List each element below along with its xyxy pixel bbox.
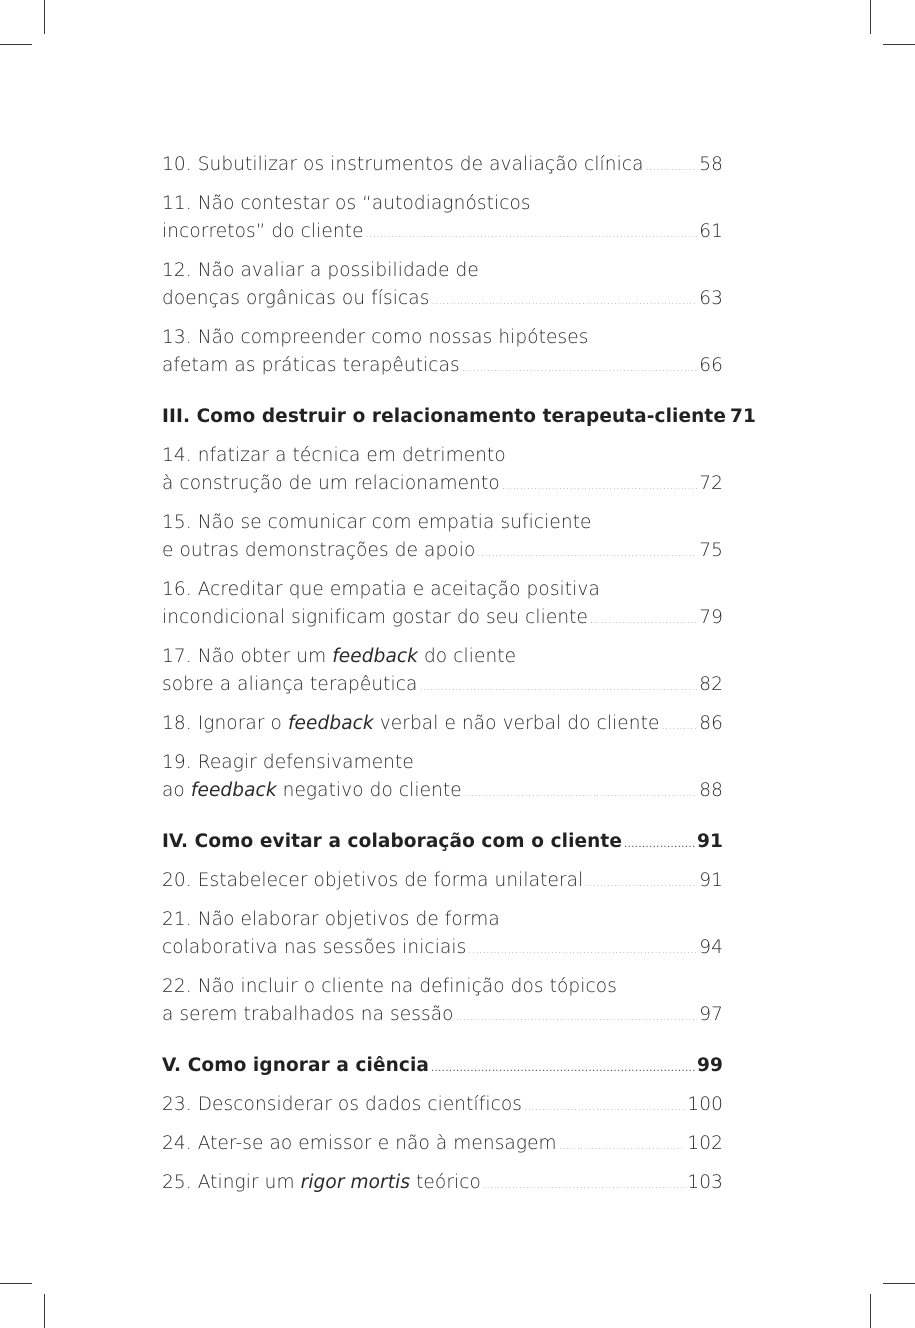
- toc-entry-title-last-line: [162, 1052, 723, 1083]
- toc-entry: [162, 906, 723, 965]
- toc-entry-title: à construção de um relacionamento: [162, 473, 500, 494]
- toc-page-number: 97: [699, 1004, 723, 1025]
- toc-entry-title: afetam as práticas terapêuticas: [162, 355, 460, 376]
- toc-page-number: 103: [687, 1172, 723, 1193]
- toc-entry-title-last-line: [162, 151, 723, 182]
- leader-dots: [624, 831, 695, 859]
- toc-entry: [162, 324, 723, 383]
- toc-entry-title-last-line: [162, 537, 723, 568]
- toc-entry-title: incondicional significam gostar do seu cliente: [162, 607, 588, 628]
- toc-entry-title-last-line: [162, 285, 723, 316]
- toc-entry-title-line-1: 12. Não avaliar a possibilidade de: [162, 260, 479, 281]
- toc-entry-text: negativo do cliente: [276, 780, 462, 801]
- leader-dots: [590, 607, 697, 635]
- toc-entry: [162, 190, 723, 249]
- toc-entry-title-line-1: 11. Não contestar os “autodiagnósticos: [162, 193, 531, 214]
- toc-entry: [162, 867, 723, 898]
- toc-entry-title: III. Como destruir o relacionamento terapeuta-cliente: [162, 406, 727, 427]
- toc-page-number: 94: [699, 937, 723, 958]
- toc-section-heading: [162, 403, 756, 434]
- leader-dots: [456, 1004, 698, 1032]
- toc-page-number: 75: [699, 540, 723, 561]
- toc-entry-title: incorretos” do cliente: [162, 221, 364, 242]
- toc-entry-italic-term: feedback: [332, 646, 418, 667]
- toc-entry: [162, 509, 723, 568]
- toc-entry: [162, 1091, 723, 1122]
- toc-page-number: 79: [699, 607, 723, 628]
- toc-entry-title-last-line: [162, 671, 723, 702]
- toc-entry-title-last-line: [162, 1001, 723, 1032]
- toc-entry-title: sobre a aliança terapêutica: [162, 674, 418, 695]
- leader-dots: [524, 1094, 685, 1122]
- toc-entry: [162, 710, 723, 741]
- toc-entry: [162, 973, 723, 1032]
- toc-entry-title-line-1: [162, 643, 723, 671]
- crop-mark-top-right-vertical: [870, 0, 871, 34]
- toc-page-number: 102: [687, 1133, 723, 1154]
- toc-entry: [162, 257, 723, 316]
- crop-mark-bottom-right-vertical: [870, 1294, 871, 1328]
- toc-entry: [162, 1130, 723, 1161]
- toc-entry-text: 18. Ignorar o: [162, 713, 288, 734]
- toc-entry-italic-term: feedback: [190, 780, 277, 801]
- crop-mark-bottom-right-horizontal: [883, 1283, 915, 1284]
- toc-page-number: 71: [730, 406, 756, 427]
- leader-dots: [483, 1172, 685, 1200]
- toc-entry-title: doenças orgânicas ou físicas: [162, 288, 430, 309]
- toc-page-number: 91: [699, 870, 723, 891]
- crop-mark-bottom-left-horizontal: [0, 1283, 32, 1284]
- leader-dots: [419, 674, 697, 702]
- leader-dots: [431, 288, 697, 316]
- toc-entry-title: e outras demonstrações de apoio: [162, 540, 476, 561]
- toc-entry-title: a serem trabalhados na sessão: [162, 1004, 454, 1025]
- toc-page-number: 99: [697, 1055, 723, 1076]
- leader-dots: [646, 154, 698, 182]
- toc-entry-title: [162, 710, 659, 738]
- toc-entry-text: teórico: [410, 1172, 481, 1193]
- toc-page-number: 61: [699, 221, 723, 242]
- toc-entry-title: [162, 777, 462, 805]
- leader-dots: [661, 713, 697, 741]
- leader-dots: [502, 473, 698, 501]
- toc-page-number: 63: [699, 288, 723, 309]
- toc-entry-title: [162, 1169, 481, 1197]
- leader-dots: [585, 870, 697, 898]
- toc-entry-title-last-line: [162, 1130, 723, 1161]
- leader-dots: [462, 355, 697, 383]
- toc-entry-title-last-line: [162, 470, 723, 501]
- toc-page-number: 86: [699, 713, 723, 734]
- toc-entry: [162, 151, 723, 182]
- toc-entry: [162, 643, 723, 702]
- toc-entry-title-line-1: 13. Não compreender como nossas hipóteses: [162, 327, 589, 348]
- toc-entry: [162, 1169, 723, 1200]
- table-of-contents: [162, 151, 756, 1208]
- toc-entry-title-line-1: 14. nfatizar a técnica em detrimento: [162, 445, 506, 466]
- toc-entry-title-last-line: [162, 604, 723, 635]
- toc-page-number: 91: [697, 831, 723, 852]
- toc-entry-text: verbal e não verbal do cliente: [373, 713, 660, 734]
- toc-page-number: 82: [699, 674, 723, 695]
- toc-entry-title-last-line: [162, 934, 723, 965]
- toc-entry-title-line-1: 21. Não elaborar objetivos de forma: [162, 909, 500, 930]
- toc-section-heading: [162, 1052, 723, 1083]
- toc-entry: [162, 442, 723, 501]
- toc-entry-title-line-1: 19. Reagir defensivamente: [162, 752, 414, 773]
- leader-dots: [431, 1055, 695, 1083]
- toc-entry-title: IV. Como evitar a colaboração com o cliente: [162, 831, 623, 852]
- toc-entry-title-line-1: 16. Acreditar que empatia e aceitação positiva: [162, 579, 600, 600]
- toc-page-number: 72: [699, 473, 723, 494]
- toc-entry-title-line-1: 22. Não incluir o cliente na definição dos tópicos: [162, 976, 617, 997]
- toc-entry-text: ao: [162, 780, 191, 801]
- toc-entry-title-last-line: [162, 828, 723, 859]
- toc-entry-title-line-1: 15. Não se comunicar com empatia suficiente: [162, 512, 592, 533]
- toc-entry-title: 10. Subutilizar os instrumentos de avaliação clínica: [162, 154, 644, 175]
- toc-page-number: 66: [699, 355, 723, 376]
- toc-entry-text: do cliente: [417, 646, 517, 667]
- toc-entry-text: 17. Não obter um: [162, 646, 333, 667]
- toc-entry-title: V. Como ignorar a ciência: [162, 1055, 429, 1076]
- toc-entry-title-last-line: [162, 1091, 723, 1122]
- toc-entry-title: 20. Estabelecer objetivos de forma unilateral: [162, 870, 584, 891]
- toc-entry: [162, 576, 723, 635]
- toc-page-number: 88: [699, 780, 723, 801]
- crop-mark-bottom-left-vertical: [44, 1294, 45, 1328]
- toc-entry-title-last-line: [162, 1169, 723, 1200]
- toc-entry-text: 25. Atingir um: [162, 1172, 301, 1193]
- toc-entry-title-last-line: [162, 777, 723, 808]
- toc-entry-italic-term: rigor mortis: [300, 1172, 411, 1193]
- leader-dots: [464, 780, 698, 808]
- toc-entry-title-last-line: [162, 403, 756, 434]
- leader-dots: [559, 1133, 686, 1161]
- toc-entry-title: 23. Desconsiderar os dados científicos: [162, 1094, 523, 1115]
- toc-page-number: 58: [699, 154, 723, 175]
- leader-dots: [468, 937, 697, 965]
- toc-entry-italic-term: feedback: [287, 713, 374, 734]
- toc-page-number: 100: [687, 1094, 723, 1115]
- toc-section-heading: [162, 828, 723, 859]
- toc-entry-title: colaborativa nas sessões iniciais: [162, 937, 467, 958]
- toc-entry-title-last-line: [162, 710, 723, 741]
- leader-dots: [477, 540, 697, 568]
- toc-entry-title-last-line: [162, 867, 723, 898]
- crop-mark-top-left-vertical: [44, 0, 45, 34]
- toc-entry: [162, 749, 723, 808]
- crop-mark-top-left-horizontal: [0, 44, 32, 45]
- toc-entry-title: 24. Ater-se ao emissor e não à mensagem: [162, 1133, 557, 1154]
- toc-entry-title-last-line: [162, 352, 723, 383]
- leader-dots: [366, 221, 698, 249]
- toc-entry-title-last-line: [162, 218, 723, 249]
- crop-mark-top-right-horizontal: [883, 44, 915, 45]
